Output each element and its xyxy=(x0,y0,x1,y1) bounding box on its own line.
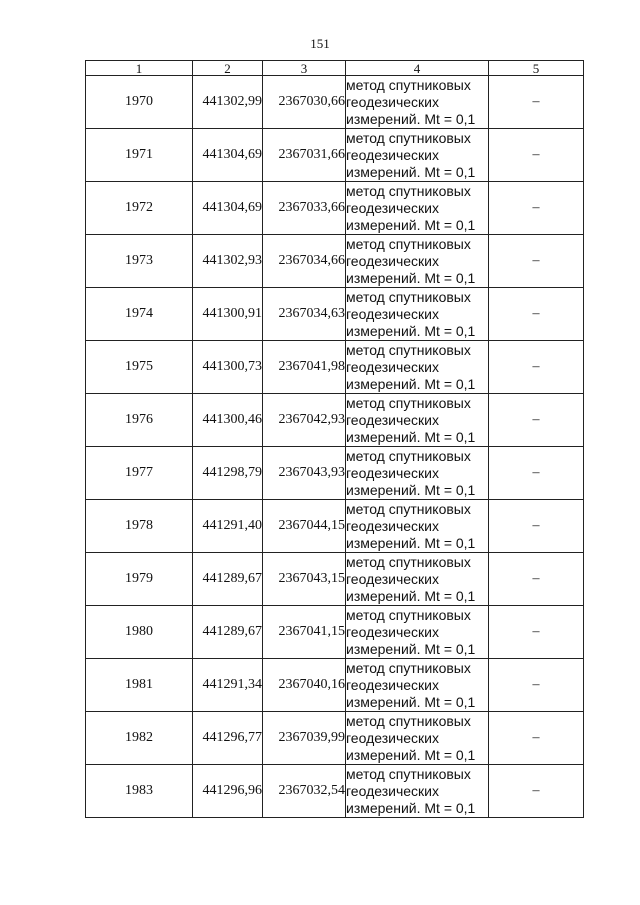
point-number-cell: 1971 xyxy=(86,129,193,182)
header-col-2: 2 xyxy=(193,61,263,76)
method-line: метод спутниковых xyxy=(346,606,471,623)
table-row xyxy=(86,235,584,288)
table-row xyxy=(86,712,584,765)
method-line: геодезических xyxy=(346,623,439,640)
method-line: геодезических xyxy=(346,305,439,322)
y-coordinate-cell: 2367044,15 xyxy=(263,500,346,553)
y-coordinate-cell: 2367030,66 xyxy=(263,76,346,129)
method-line: геодезических xyxy=(346,199,439,216)
method-line: измерений. Mt = 0,1 xyxy=(346,216,476,233)
method-line: метод спутниковых xyxy=(346,182,471,199)
method-cell xyxy=(346,76,489,129)
x-coordinate-cell: 441300,91 xyxy=(193,288,263,341)
method-cell xyxy=(346,553,489,606)
note-cell: – xyxy=(489,553,584,606)
point-number-cell: 1982 xyxy=(86,712,193,765)
header-row xyxy=(86,61,584,76)
method-line: измерений. Mt = 0,1 xyxy=(346,746,476,763)
note-cell: – xyxy=(489,129,584,182)
note-cell: – xyxy=(489,712,584,765)
y-coordinate-cell: 2367031,66 xyxy=(263,129,346,182)
note-cell: – xyxy=(489,606,584,659)
table-row xyxy=(86,659,584,712)
method-cell xyxy=(346,394,489,447)
table-row xyxy=(86,341,584,394)
method-line: измерений. Mt = 0,1 xyxy=(346,481,476,498)
y-coordinate-cell: 2367034,66 xyxy=(263,235,346,288)
x-coordinate-cell: 441300,46 xyxy=(193,394,263,447)
method-line: метод спутниковых xyxy=(346,288,471,305)
method-line: метод спутниковых xyxy=(346,553,471,570)
table-row xyxy=(86,447,584,500)
y-coordinate-cell: 2367040,16 xyxy=(263,659,346,712)
x-coordinate-cell: 441300,73 xyxy=(193,341,263,394)
note-cell: – xyxy=(489,235,584,288)
method-line: измерений. Mt = 0,1 xyxy=(346,428,476,445)
method-line: геодезических xyxy=(346,464,439,481)
y-coordinate-cell: 2367043,15 xyxy=(263,553,346,606)
point-number-cell: 1970 xyxy=(86,76,193,129)
method-cell xyxy=(346,235,489,288)
x-coordinate-cell: 441296,96 xyxy=(193,765,263,818)
method-cell xyxy=(346,765,489,818)
table-row xyxy=(86,182,584,235)
note-cell: – xyxy=(489,394,584,447)
note-cell: – xyxy=(489,500,584,553)
table-row xyxy=(86,553,584,606)
point-number-cell: 1981 xyxy=(86,659,193,712)
table-row xyxy=(86,765,584,818)
method-line: измерений. Mt = 0,1 xyxy=(346,693,476,710)
method-line: метод спутниковых xyxy=(346,659,471,676)
method-line: геодезических xyxy=(346,358,439,375)
x-coordinate-cell: 441296,77 xyxy=(193,712,263,765)
table-row xyxy=(86,606,584,659)
method-cell xyxy=(346,129,489,182)
table-body xyxy=(86,76,584,818)
table-row xyxy=(86,129,584,182)
point-number-cell: 1975 xyxy=(86,341,193,394)
x-coordinate-cell: 441289,67 xyxy=(193,606,263,659)
note-cell: – xyxy=(489,288,584,341)
method-line: измерений. Mt = 0,1 xyxy=(346,587,476,604)
x-coordinate-cell: 441289,67 xyxy=(193,553,263,606)
point-number-cell: 1972 xyxy=(86,182,193,235)
y-coordinate-cell: 2367032,54 xyxy=(263,765,346,818)
method-line: измерений. Mt = 0,1 xyxy=(346,799,476,816)
note-cell: – xyxy=(489,76,584,129)
coordinates-table xyxy=(85,60,584,818)
method-line: геодезических xyxy=(346,252,439,269)
method-cell xyxy=(346,659,489,712)
point-number-cell: 1983 xyxy=(86,765,193,818)
method-cell xyxy=(346,288,489,341)
header-col-4: 4 xyxy=(346,61,489,76)
method-line: измерений. Mt = 0,1 xyxy=(346,110,476,127)
note-cell: – xyxy=(489,765,584,818)
method-line: метод спутниковых xyxy=(346,76,471,93)
method-line: геодезических xyxy=(346,93,439,110)
method-cell xyxy=(346,712,489,765)
method-line: геодезических xyxy=(346,729,439,746)
method-line: измерений. Mt = 0,1 xyxy=(346,534,476,551)
point-number-cell: 1978 xyxy=(86,500,193,553)
point-number-cell: 1976 xyxy=(86,394,193,447)
method-line: метод спутниковых xyxy=(346,129,471,146)
method-line: геодезических xyxy=(346,782,439,799)
x-coordinate-cell: 441291,40 xyxy=(193,500,263,553)
method-line: геодезических xyxy=(346,146,439,163)
point-number-cell: 1977 xyxy=(86,447,193,500)
table-row xyxy=(86,288,584,341)
method-line: геодезических xyxy=(346,411,439,428)
y-coordinate-cell: 2367043,93 xyxy=(263,447,346,500)
point-number-cell: 1979 xyxy=(86,553,193,606)
method-line: измерений. Mt = 0,1 xyxy=(346,322,476,339)
x-coordinate-cell: 441304,69 xyxy=(193,129,263,182)
x-coordinate-cell: 441291,34 xyxy=(193,659,263,712)
method-line: геодезических xyxy=(346,517,439,534)
method-cell xyxy=(346,341,489,394)
x-coordinate-cell: 441302,93 xyxy=(193,235,263,288)
x-coordinate-cell: 441298,79 xyxy=(193,447,263,500)
x-coordinate-cell: 441304,69 xyxy=(193,182,263,235)
table-header xyxy=(86,61,584,76)
method-line: метод спутниковых xyxy=(346,235,471,252)
note-cell: – xyxy=(489,659,584,712)
method-line: метод спутниковых xyxy=(346,500,471,517)
note-cell: – xyxy=(489,341,584,394)
method-line: метод спутниковых xyxy=(346,341,471,358)
page-number: 151 xyxy=(310,36,330,51)
header-col-5: 5 xyxy=(489,61,584,76)
point-number-cell: 1973 xyxy=(86,235,193,288)
y-coordinate-cell: 2367034,63 xyxy=(263,288,346,341)
y-coordinate-cell: 2367033,66 xyxy=(263,182,346,235)
table-row xyxy=(86,76,584,129)
header-col-3: 3 xyxy=(263,61,346,76)
method-line: измерений. Mt = 0,1 xyxy=(346,269,476,286)
method-cell xyxy=(346,447,489,500)
method-line: метод спутниковых xyxy=(346,394,471,411)
header-col-1: 1 xyxy=(86,61,193,76)
note-cell: – xyxy=(489,182,584,235)
point-number-cell: 1974 xyxy=(86,288,193,341)
method-line: измерений. Mt = 0,1 xyxy=(346,163,476,180)
point-number-cell: 1980 xyxy=(86,606,193,659)
method-line: метод спутниковых xyxy=(346,765,471,782)
method-cell xyxy=(346,606,489,659)
method-line: геодезических xyxy=(346,570,439,587)
y-coordinate-cell: 2367041,98 xyxy=(263,341,346,394)
method-line: измерений. Mt = 0,1 xyxy=(346,375,476,392)
table-row xyxy=(86,394,584,447)
method-cell xyxy=(346,182,489,235)
method-line: метод спутниковых xyxy=(346,712,471,729)
method-line: геодезических xyxy=(346,676,439,693)
y-coordinate-cell: 2367041,15 xyxy=(263,606,346,659)
method-cell xyxy=(346,500,489,553)
y-coordinate-cell: 2367042,93 xyxy=(263,394,346,447)
table-row xyxy=(86,500,584,553)
method-line: метод спутниковых xyxy=(346,447,471,464)
x-coordinate-cell: 441302,99 xyxy=(193,76,263,129)
note-cell: – xyxy=(489,447,584,500)
y-coordinate-cell: 2367039,99 xyxy=(263,712,346,765)
method-line: измерений. Mt = 0,1 xyxy=(346,640,476,657)
